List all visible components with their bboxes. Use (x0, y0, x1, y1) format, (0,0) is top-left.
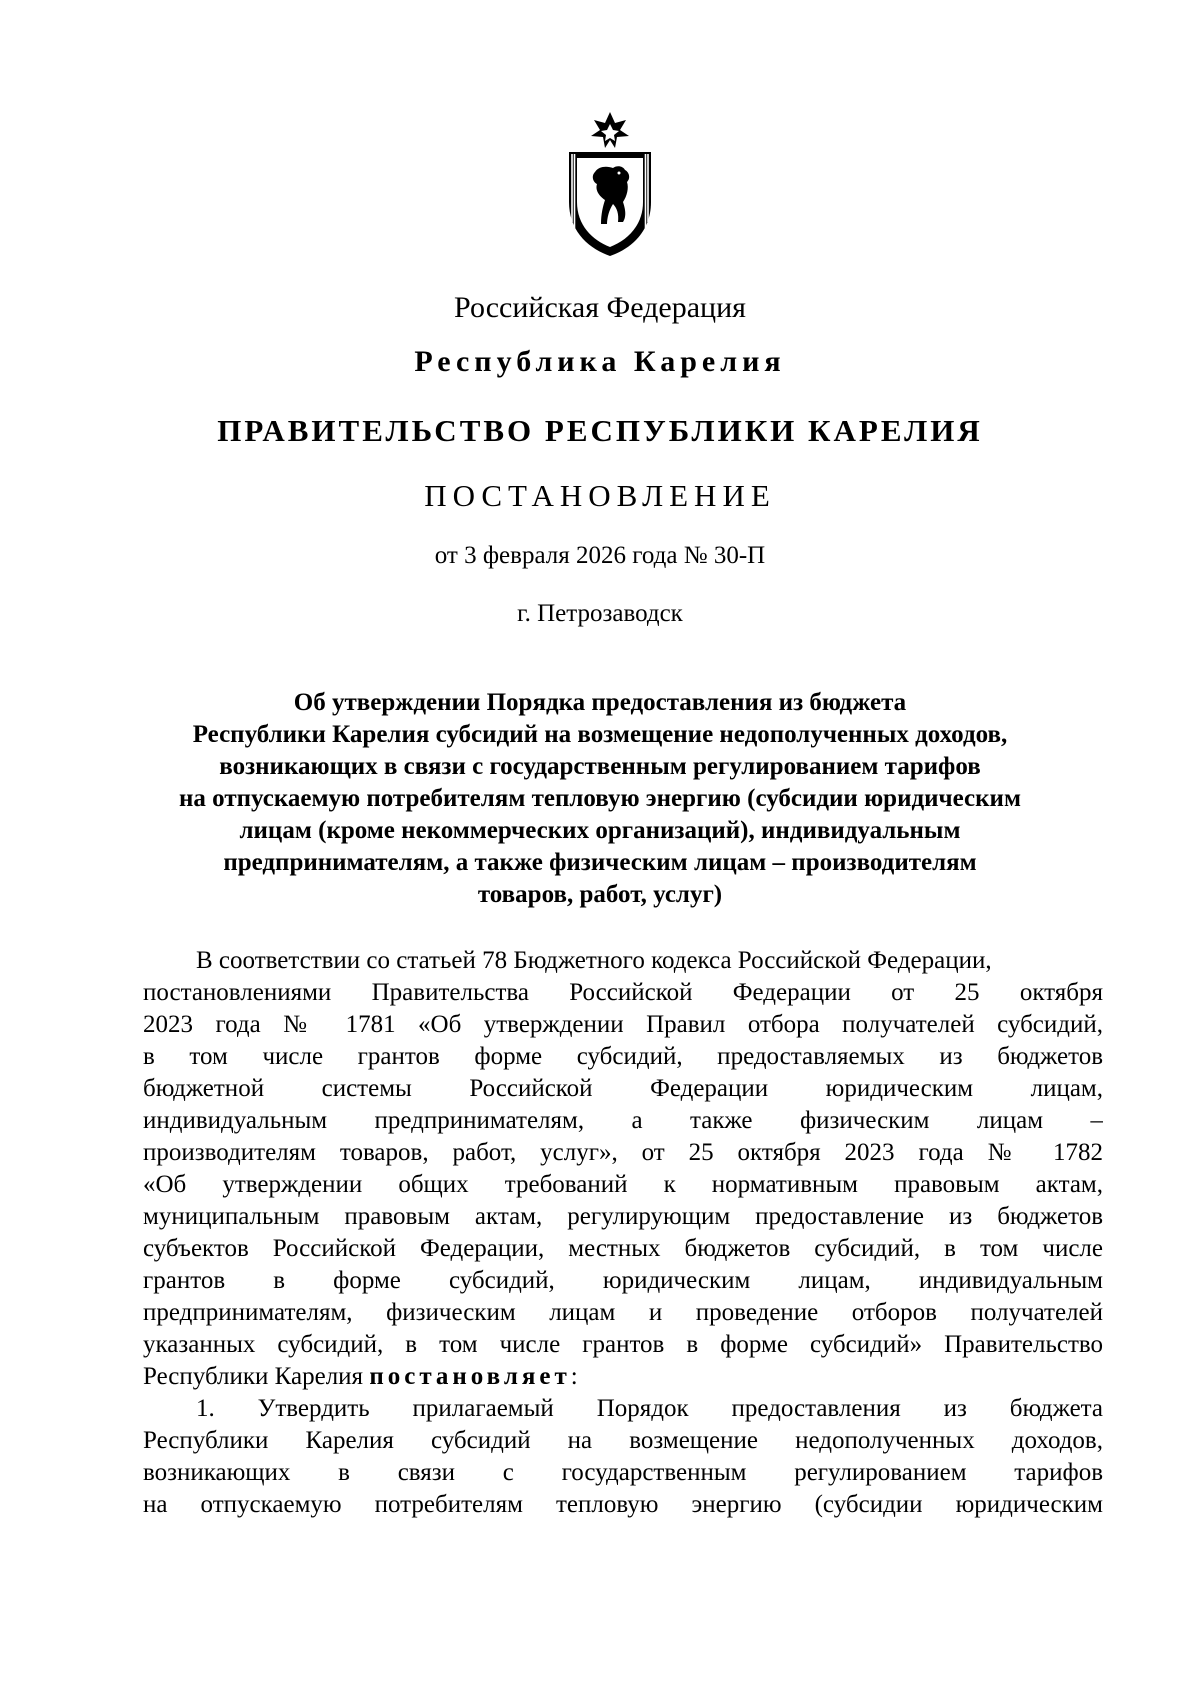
document-body (143, 945, 1103, 1521)
body-line: возникающих в связи с государственным регулированием тарифов (143, 1459, 1103, 1486)
body-line: в том числе грантов форме субсидий, предоставляемых из бюджетов (143, 1043, 1103, 1070)
document-title (120, 687, 1080, 911)
body-line: производителям товаров, работ, услуг», от 25 октября 2023 года № 1782 (143, 1139, 1103, 1166)
body-line: грантов в форме субсидий, юридическим лицам, индивидуальным (143, 1267, 1103, 1294)
body-line: предпринимателям, физическим лицам и проведение отборов получателей (143, 1299, 1103, 1326)
government-name: ПРАВИТЕЛЬСТВО РЕСПУБЛИКИ КАРЕЛИЯ (217, 413, 983, 448)
title-line: Об утверждении Порядка предоставления из бюджета (293, 689, 907, 716)
document-type: ПОСТАНОВЛЕНИЕ (424, 478, 776, 513)
body-line: 2023 года № 1781 «Об утверждении Правил отбора получателей субсидий, (143, 1011, 1103, 1038)
body-line: муниципальным правовым актам, регулирующим предоставление из бюджетов (143, 1203, 1103, 1230)
title-line: Республики Карелия субсидий на возмещение недополученных доходов, (192, 721, 1008, 748)
title-line: на отпускаемую потребителям тепловую энергию (субсидии юридическим (179, 785, 1021, 812)
title-line: возникающих в связи с государственным регулированием тарифов (219, 753, 981, 780)
document-city: г. Петрозаводск (517, 600, 683, 627)
body-line: на отпускаемую потребителям тепловую энергию (субсидии юридическим (143, 1491, 1103, 1518)
document-date-number: от 3 февраля 2026 года № 30-П (434, 542, 766, 569)
body-line: бюджетной системы Российской Федерации юридическим лицам, (143, 1075, 1103, 1102)
country-name: Российская Федерация (454, 291, 746, 324)
resolves-prefix: Республики Карелия (143, 1363, 370, 1390)
title-line: лицам (кроме некоммерческих организаций), индивидуальным (239, 817, 961, 844)
body-line: Республики Карелия субсидий на возмещение недополученных доходов, (143, 1427, 1103, 1454)
body-line: индивидуальным предпринимателям, а также физическим лицам – (143, 1107, 1103, 1134)
body-line: 1. Утвердить прилагаемый Порядок предоставления из бюджета (196, 1395, 1103, 1422)
body-line: постановлениями Правительства Российской Федерации от 25 октября (143, 979, 1103, 1006)
body-line: «Об утверждении общих требований к нормативным правовым актам, (143, 1171, 1103, 1198)
resolves-suffix: : (570, 1363, 578, 1390)
republic-name: Республика Карелия (414, 345, 786, 378)
body-line: субъектов Российской Федерации, местных бюджетов субсидий, в том числе (143, 1235, 1103, 1262)
resolves-keyword: постановляет (369, 1363, 571, 1390)
body-line: В соответствии со статьей 78 Бюджетного кодекса Российской Федерации, (196, 947, 992, 974)
title-line: товаров, работ, услуг) (477, 881, 723, 908)
body-line-resolves (143, 1361, 1103, 1393)
title-line: предпринимателям, а также физическим лицам – производителям (223, 849, 977, 876)
body-line: указанных субсидий, в том числе грантов в форме субсидий» Правительство (143, 1331, 1103, 1358)
karelia-coat-of-arms-icon (563, 110, 657, 260)
